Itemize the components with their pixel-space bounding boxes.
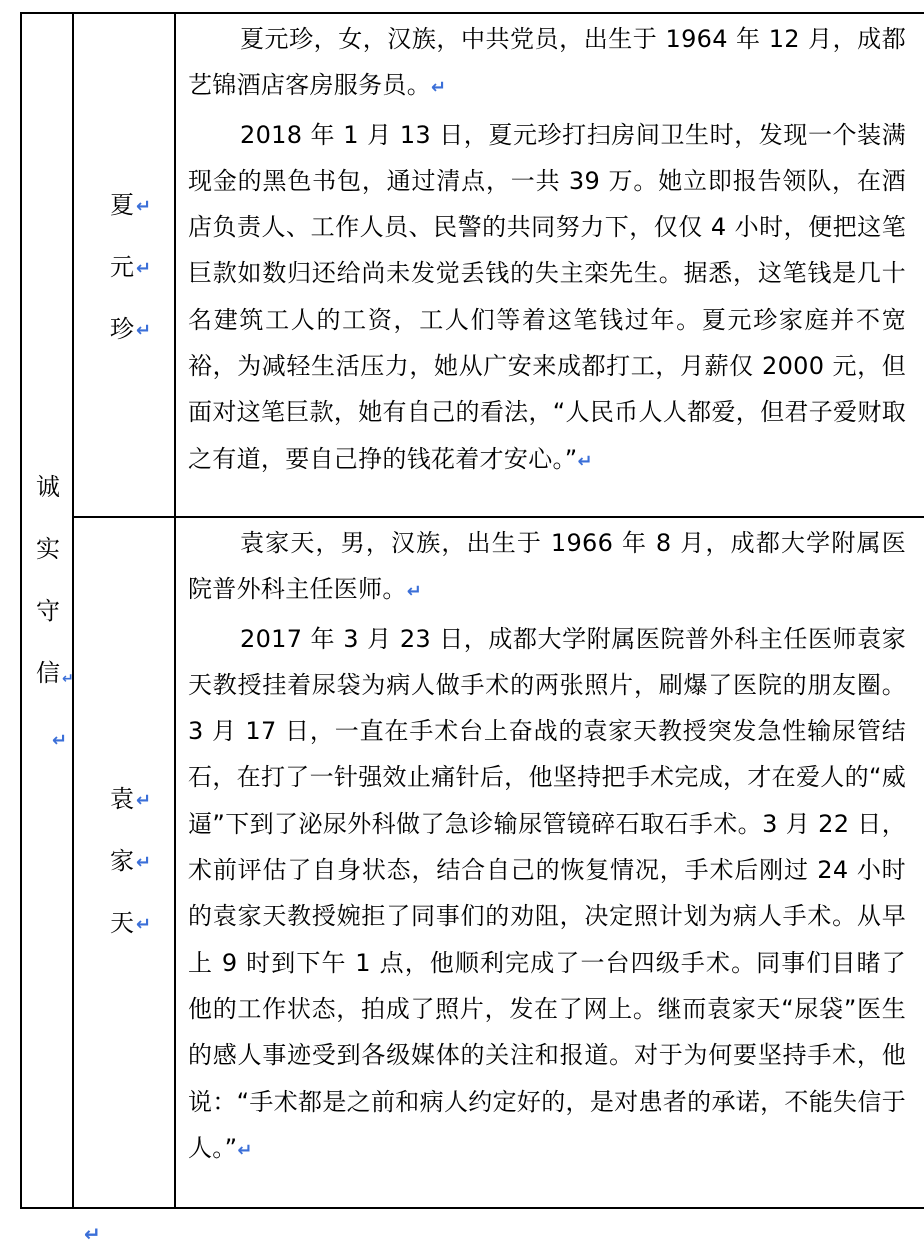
return-mark-icon: ↵: [136, 852, 152, 873]
bio-paragraph: 夏元珍，女，汉族，中共党员，出生于 1964 年 12 月，成都艺锦酒店客房服务员。↵: [188, 25, 906, 100]
return-mark-icon: ↵: [577, 450, 593, 472]
story-paragraph: 2017 年 3 月 23 日，成都大学附属医院普外科主任医师袁家天教授挂着尿袋为病人做手术的两张照片，刷爆了医院的朋友圈。3 月 17 日，一直在手术台上奋战的袁家天教授突发急性输尿管结石，在打了一针强效止痛针后，他坚持把手术完成，才在爱人的“威逼”下到了泌尿外科做了急诊输尿管镜碎石取石手术。3 月 22 日，术前评估了自身状态，结合自己的恢复情况，手术后刚过 24 小时的袁家天教授婉拒了同事们的劝阻，决定照计划为病人手术。从早上 9 时到下午 1 点，他顺利完成了一台四级手术。同事们目睹了他的工作状态，拍成了照片，发在了网上。继而袁家天“尿袋”医生的感人事迹受到各级媒体的关注和报道。对于为何要坚持手术，他说：“手术都是之前和病人约定好的，是对患者的承诺，不能失信于人。”↵: [188, 624, 906, 1162]
return-mark-icon: ↵: [52, 730, 68, 751]
name-cell: [74, 14, 174, 516]
bio-paragraph: 袁家天，男，汉族，出生于 1966 年 8 月，成都大学附属医院普外科主任医师。↵: [188, 529, 906, 604]
name-char: 珍: [110, 315, 134, 343]
honor-table: [20, 12, 924, 1209]
category-char: 守: [36, 597, 60, 625]
category-char: 信: [36, 659, 60, 687]
name-cell: [74, 518, 174, 1207]
content-cell: [176, 14, 906, 516]
return-mark-icon: ↵: [406, 581, 423, 603]
category-char: 诚: [36, 473, 60, 501]
category-cell: [22, 14, 72, 1207]
category-char: 实: [36, 535, 60, 563]
name-char: 袁: [110, 785, 134, 813]
return-mark-icon: ↵: [237, 1139, 253, 1161]
return-mark-icon: ↵: [62, 671, 74, 687]
name-char: 家: [110, 847, 134, 875]
return-mark-icon: ↵: [136, 258, 152, 279]
return-mark-icon: ↵: [84, 1222, 101, 1246]
story-paragraph: 2018 年 1 月 13 日，夏元珍打扫房间卫生时，发现一个装满现金的黑色书包，通过清点，一共 39 万。她立即报告领队，在酒店负责人、工作人员、民警的共同努力下，仅仅 4 小时，便把这笔巨款如数归还给尚未发觉丢钱的失主栾先生。据悉，这笔钱是几十名建筑工人的工资，工人们等着这笔钱过年。夏元珍家庭并不宽裕，为减轻生活压力，她从广安来成都打工，月薪仅 2000 元，但面对这笔巨款，她有自己的看法，“人民币人人都爱，但君子爱财取之有道，要自己挣的钱花着才安心。”↵: [188, 120, 906, 473]
return-mark-icon: ↵: [136, 196, 152, 217]
content-cell: [176, 518, 906, 1207]
table-bottom-border: [20, 1207, 924, 1209]
name-char: 夏: [110, 191, 134, 219]
name-char: 天: [110, 909, 134, 937]
return-mark-icon: ↵: [136, 320, 152, 341]
return-mark-icon: ↵: [136, 790, 152, 811]
return-mark-icon: ↵: [136, 914, 152, 935]
name-char: 元: [110, 253, 134, 281]
return-mark-icon: ↵: [431, 77, 447, 99]
